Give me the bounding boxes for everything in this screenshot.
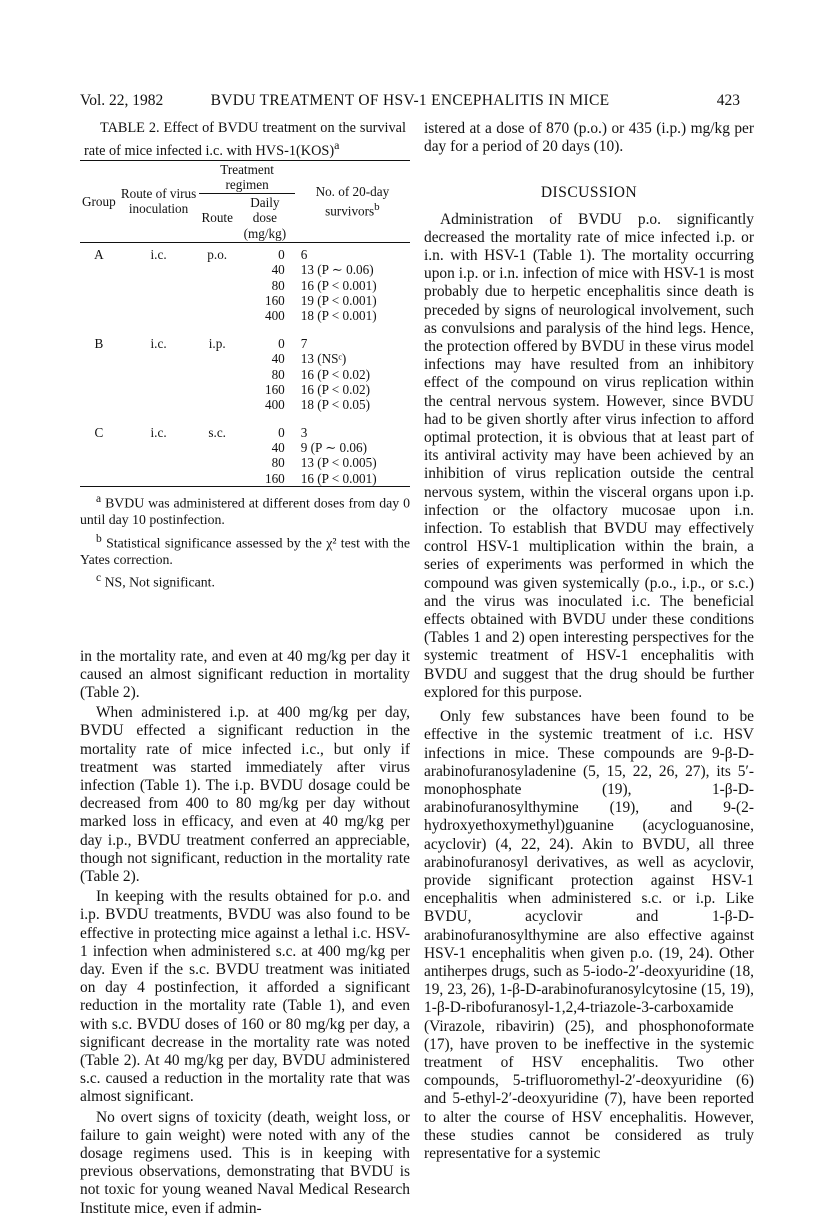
body-paragraph: Only few substances have been found to be effective in the systemic treatment of i.c. HSV infections in mice. These compounds are 9-β-D-arabinofuranosyladenine (5, 15, 22, 26, 27), its 5′-monophosphate (19), 1-β-D-arabinofuranosylthymine (19), and 9-(2-hydroxyethoxymethyl)guanine (acycloguanosine, acyclovir) (4, 22, 24). Akin to BVDU, all three arabinofuranosyl derivatives, as well as acyclovir, provide significant protection against HSV-1 encephalitis when administered s.c. or i.p. Like BVDU, acyclovir and 1-β-D-arabinofuranosylthymine are also effective against HSV-1 encephalitis when given p.o. (19, 24). Other antiherpes drugs, such as 5-iodo-2′-deoxyuridine (18, 19, 23, 26), 1-β-D-arabinofuranosylcytosine (15, 19), 1-β-D-ribofuranosyl-1,2,4-triazole-3-carboxamide (Virazole, ribavirin) (25), and phosphonoformate (17), have proven to be ineffective in the systemic treatment of HSV encephalitis. Two other compounds, 5-trifluoromethyl-2′-deoxyuridine (6) and 5-ethyl-2′-deoxyuridine (7), have been reported to alter the course of HSV encephalitis. However, these studies cannot be considered as truly representative for a systemic bbox=[424, 708, 754, 1162]
volume-label: Vol. 22, 1982 bbox=[80, 92, 164, 109]
cell-route-inoculation bbox=[118, 455, 200, 470]
left-column bbox=[80, 120, 410, 1218]
cell-route bbox=[199, 471, 235, 487]
cell-group bbox=[80, 455, 118, 470]
cell-route-inoculation bbox=[118, 262, 200, 277]
cell-daily-dose: 400 bbox=[264, 308, 285, 324]
body-paragraph: No overt signs of toxicity (death, weight loss, or failure to gain weight) were noted with any of the dosage regimens used. This is in keeping with previous observations, demonstrating that BVDU is not toxic for young weaned Naval Medical Research Institute mice, even if admin- bbox=[80, 1108, 410, 1217]
table-row bbox=[80, 440, 410, 455]
cell-daily-dose: 40 bbox=[271, 440, 285, 456]
cell-group bbox=[80, 440, 118, 455]
cell-group: B bbox=[94, 335, 104, 351]
cell-survivors: 13 (NSᶜ) bbox=[300, 351, 347, 367]
cell-group bbox=[80, 382, 118, 397]
cell-daily-dose: 160 bbox=[264, 381, 285, 397]
cell-route-inoculation bbox=[118, 440, 200, 455]
cell-route bbox=[199, 367, 235, 382]
col-daily-dose: Daily dose (mg/kg) bbox=[235, 194, 295, 243]
cell-group bbox=[80, 471, 118, 487]
cell-group bbox=[80, 367, 118, 382]
body-paragraph: When administered i.p. at 400 mg/kg per day, BVDU effected a significant reduction in the mortality rate of mice infected i.c., but only if treatment was started immediately after virus infection (Table 1). The i.p. BVDU dosage could be decreased from 400 to 80 mg/kg per day without marked loss in efficacy, and even at 40 mg/kg per day i.p., BVDU treatment conferred an appreciable, though not significant, reduction in the mortality rate (Table 2). bbox=[80, 704, 410, 885]
cell-daily-dose: 40 bbox=[271, 262, 285, 278]
body-paragraph: In keeping with the results obtained for p.o. and i.p. BVDU treatments, BVDU was also found to be effective in protecting mice against a lethal i.c. HSV-1 infection when administered s.c. at 400 mg/kg per day. Even if the s.c. BVDU treatment was initiated on day 4 postinfection, it afforded a significant reduction in the mortality rate (Table 1), and even with s.c. BVDU doses of 160 or 80 mg/kg per day, a significant decrease in the mortality rate was noted (Table 2). At 40 mg/kg per day, BVDU administered s.c. caused a reduction in the mortality rate that was almost significant. bbox=[80, 888, 410, 1106]
cell-survivors: 9 (P ∼ 0.06) bbox=[300, 440, 368, 456]
cell-route bbox=[199, 440, 235, 455]
cell-route bbox=[199, 278, 235, 293]
cell-group: A bbox=[94, 246, 104, 262]
right-column bbox=[424, 120, 754, 1163]
cell-route: p.o. bbox=[207, 246, 228, 262]
cell-survivors: 7 bbox=[300, 335, 308, 351]
table-row bbox=[80, 293, 410, 308]
col-treatment-regimen: Treatment regimen bbox=[199, 160, 294, 193]
footnote-c: $^c$ NS, Not significant. bbox=[96, 572, 215, 591]
cell-group bbox=[80, 278, 118, 293]
cell-group bbox=[80, 397, 118, 412]
table-footnotes bbox=[80, 491, 410, 591]
table-row bbox=[80, 471, 410, 487]
cell-survivors: 16 (P < 0.02) bbox=[300, 381, 370, 397]
cell-daily-dose: 160 bbox=[264, 292, 285, 308]
table-row bbox=[80, 397, 410, 412]
table-spacer bbox=[80, 413, 410, 425]
cell-daily-dose: 0 bbox=[278, 335, 285, 351]
cell-survivors: 16 (P < 0.001) bbox=[300, 277, 377, 293]
cell-survivors: 18 (P < 0.001) bbox=[300, 308, 377, 324]
cell-route-inoculation bbox=[118, 351, 200, 366]
col-route-inoculation: Route of virus inoculation bbox=[118, 160, 200, 242]
cell-route: s.c. bbox=[208, 424, 226, 440]
col-survivors: No. of 20-day survivors$^b$ bbox=[295, 160, 410, 242]
cell-group bbox=[80, 351, 118, 366]
cell-survivors: 6 bbox=[300, 246, 308, 262]
cell-survivors: 3 bbox=[300, 424, 308, 440]
table-row bbox=[80, 382, 410, 397]
cell-survivors: 18 (P < 0.05) bbox=[300, 397, 370, 413]
table-caption: TABLE 2. Effect of BVDU treatment on the survival rate of mice infected i.c. with HVS-1(KOS)$^a$ bbox=[84, 120, 406, 159]
cell-route-inoculation bbox=[118, 278, 200, 293]
cell-daily-dose: 80 bbox=[271, 455, 285, 471]
footnote-a: $^a$ BVDU was administered at different doses from day 0 until day 10 postinfection. bbox=[80, 493, 410, 528]
cell-route-inoculation: i.c. bbox=[150, 424, 167, 440]
table-spacer bbox=[80, 324, 410, 336]
cell-survivors: 16 (P < 0.02) bbox=[300, 366, 370, 382]
cell-route bbox=[199, 351, 235, 366]
cell-route bbox=[199, 308, 235, 323]
cell-daily-dose: 0 bbox=[278, 424, 285, 440]
cell-group: C bbox=[94, 424, 104, 440]
table-row bbox=[80, 367, 410, 382]
cell-survivors: 13 (P ∼ 0.06) bbox=[300, 262, 374, 278]
running-title: BVDU TREATMENT OF HSV-1 ENCEPHALITIS IN MICE bbox=[210, 92, 610, 109]
cell-route-inoculation bbox=[118, 367, 200, 382]
cell-route bbox=[199, 293, 235, 308]
cell-survivors: 16 (P < 0.001) bbox=[300, 470, 377, 486]
cell-group bbox=[80, 262, 118, 277]
cell-daily-dose: 400 bbox=[264, 397, 285, 413]
cell-route-inoculation bbox=[118, 397, 200, 412]
cell-survivors: 13 (P < 0.005) bbox=[300, 455, 377, 471]
cell-daily-dose: 80 bbox=[271, 277, 285, 293]
table-row bbox=[80, 425, 410, 440]
col-route: Route bbox=[199, 194, 235, 243]
cell-survivors: 19 (P < 0.001) bbox=[300, 292, 377, 308]
table-row bbox=[80, 455, 410, 470]
cell-route-inoculation bbox=[118, 382, 200, 397]
table-row bbox=[80, 262, 410, 277]
page-number: 423 bbox=[716, 92, 740, 109]
table-row bbox=[80, 242, 410, 262]
survival-table bbox=[80, 160, 410, 487]
body-paragraph: Administration of BVDU p.o. significantly decreased the mortality rate of mice infected i.p. or i.n. with HSV-1 (Table 1). The mortality occurring upon i.p. or i.n. infection of mice with HSV-1 is most probably due to herpetic encephalitis since death is preceded by signs of neurological involvement, such as convulsions and paralysis of the hind legs. Hence, the protection offered by BVDU in these virus model infections may have resulted from an inhibitory effect of the compound on virus replication within the central nervous system. However, since BVDU had to be given shortly after virus infection to afford optimal protection, it is obvious that at least part of its antiviral activity may have been achieved by an inhibition of virus replication outside the central nervous system, within the visceral organs upon i.p. infection or the olfactory mucosae upon i.n. infection. To establish that BVDU may effectively control HSV-1 multiplication within the brain, a series of experiments was performed in which the compound was given systemically (p.o., i.p., or s.c.) and the virus was inoculated i.c. The beneficial effects obtained with BVDU under these conditions (Tables 1 and 2) open interesting perspectives for the systemic treatment of HSV-1 encephalitis with BVDU and suggest that the drug should be further explored for this purpose. bbox=[424, 210, 754, 701]
cell-route bbox=[199, 382, 235, 397]
cell-route: i.p. bbox=[208, 335, 226, 351]
cell-route bbox=[199, 262, 235, 277]
body-paragraph: in the mortality rate, and even at 40 mg/kg per day it caused an almost significant reduction in mortality (Table 2). bbox=[80, 647, 410, 701]
cell-route-inoculation bbox=[118, 471, 200, 487]
cell-route bbox=[199, 397, 235, 412]
table-row bbox=[80, 351, 410, 366]
table-row bbox=[80, 336, 410, 351]
running-header bbox=[80, 92, 740, 114]
cell-route-inoculation bbox=[118, 293, 200, 308]
footnote-b: $^b$ Statistical significance assessed by the χ² test with the Yates correction. bbox=[80, 532, 410, 567]
cell-route bbox=[199, 455, 235, 470]
table-row bbox=[80, 308, 410, 323]
col-group: Group bbox=[80, 160, 118, 242]
cell-daily-dose: 80 bbox=[271, 366, 285, 382]
body-paragraph: istered at a dose of 870 (p.o.) or 435 (i.p.) mg/kg per day for a period of 20 days (10). bbox=[424, 120, 754, 156]
cell-daily-dose: 0 bbox=[278, 246, 285, 262]
cell-group bbox=[80, 293, 118, 308]
section-heading: DISCUSSION bbox=[540, 184, 638, 202]
cell-group bbox=[80, 308, 118, 323]
cell-route-inoculation: i.c. bbox=[150, 335, 167, 351]
cell-daily-dose: 160 bbox=[264, 470, 285, 486]
table-row bbox=[80, 278, 410, 293]
cell-route-inoculation bbox=[118, 308, 200, 323]
cell-route-inoculation: i.c. bbox=[150, 246, 167, 262]
cell-daily-dose: 40 bbox=[271, 351, 285, 367]
